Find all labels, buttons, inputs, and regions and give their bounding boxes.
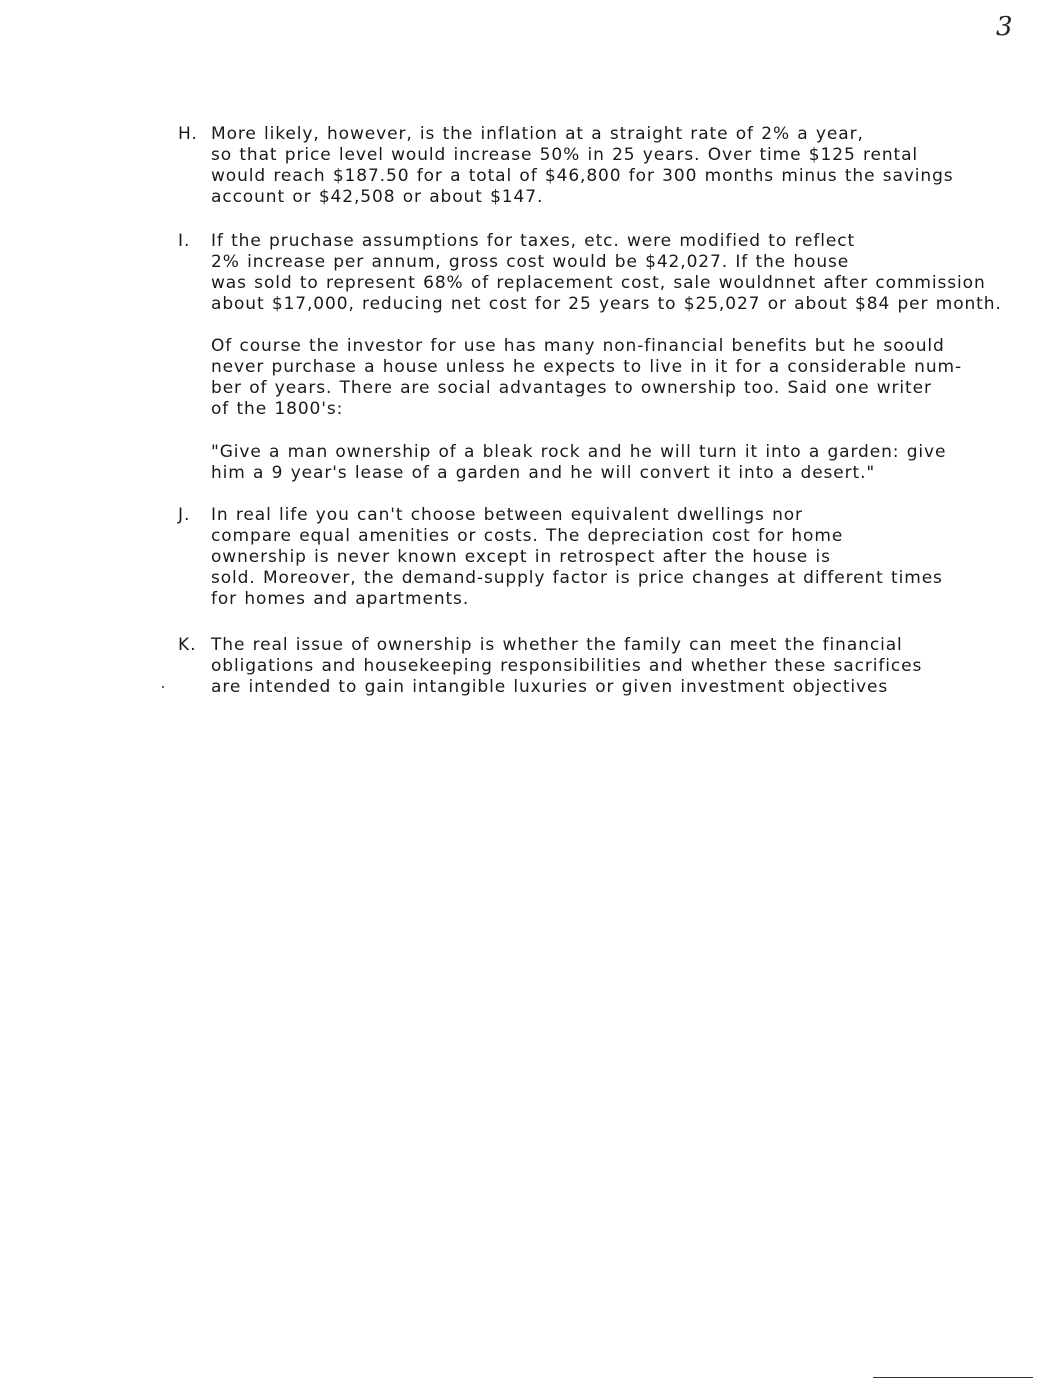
section-text [211, 635, 922, 698]
text-line: so that price level would increase 50% in 25 years. Over time $125 rental [211, 145, 919, 165]
page-number: 3 [996, 12, 1013, 42]
text-line: are intended to gain intangible luxuries or given investment objectives [211, 677, 889, 697]
text-line: about $17,000, reducing net cost for 25 years to $25,027 or about $84 per month. [211, 294, 1002, 314]
section-marker: J. [178, 505, 191, 525]
text-line: of the 1800's: [211, 399, 344, 419]
section-text [211, 231, 1002, 315]
section-text [211, 505, 943, 610]
text-line: "Give a man ownership of a bleak rock and he will turn it into a garden: give [211, 442, 947, 462]
text-line: The real issue of ownership is whether the family can meet the financial [211, 635, 903, 655]
text-line: Of course the investor for use has many non-financial benefits but he soould [211, 336, 945, 356]
text-line: obligations and housekeeping responsibilities and whether these sacrifices [211, 656, 923, 676]
text-line: ownership is never known except in retrospect after the house is [211, 547, 831, 567]
quotation [211, 442, 1061, 484]
text-line: would reach $187.50 for a total of $46,800 for 300 months minus the savings [211, 166, 954, 186]
text-line: never purchase a house unless he expects to live in it for a considerable num- [211, 357, 963, 377]
text-line: sold. Moreover, the demand-supply factor is price changes at different times [211, 568, 943, 588]
text-line: In real life you can't choose between equivalent dwellings nor [211, 505, 803, 525]
text-line: was sold to represent 68% of replacement cost, sale wouldnnet after commission [211, 273, 986, 293]
margin-mark [162, 686, 164, 688]
text-line: More likely, however, is the inflation at a straight rate of 2% a year, [211, 124, 864, 144]
section-text [211, 124, 954, 208]
text-line: ber of years. There are social advantages to ownership too. Said one writer [211, 378, 932, 398]
footer-rule [873, 1377, 1033, 1378]
text-line: compare equal amenities or costs. The depreciation cost for home [211, 526, 844, 546]
section-marker: K. [178, 635, 197, 655]
text-line: 2% increase per annum, gross cost would be $42,027. If the house [211, 252, 850, 272]
paragraph-investor [211, 336, 1061, 420]
text-line: If the pruchase assumptions for taxes, etc. were modified to reflect [211, 231, 856, 251]
text-line: for homes and apartments. [211, 589, 470, 609]
text-line: account or $42,508 or about $147. [211, 187, 544, 207]
section-marker: H. [178, 124, 198, 144]
text-line: him a 9 year's lease of a garden and he will convert it into a desert." [211, 463, 876, 483]
section-marker: I. [178, 231, 191, 251]
